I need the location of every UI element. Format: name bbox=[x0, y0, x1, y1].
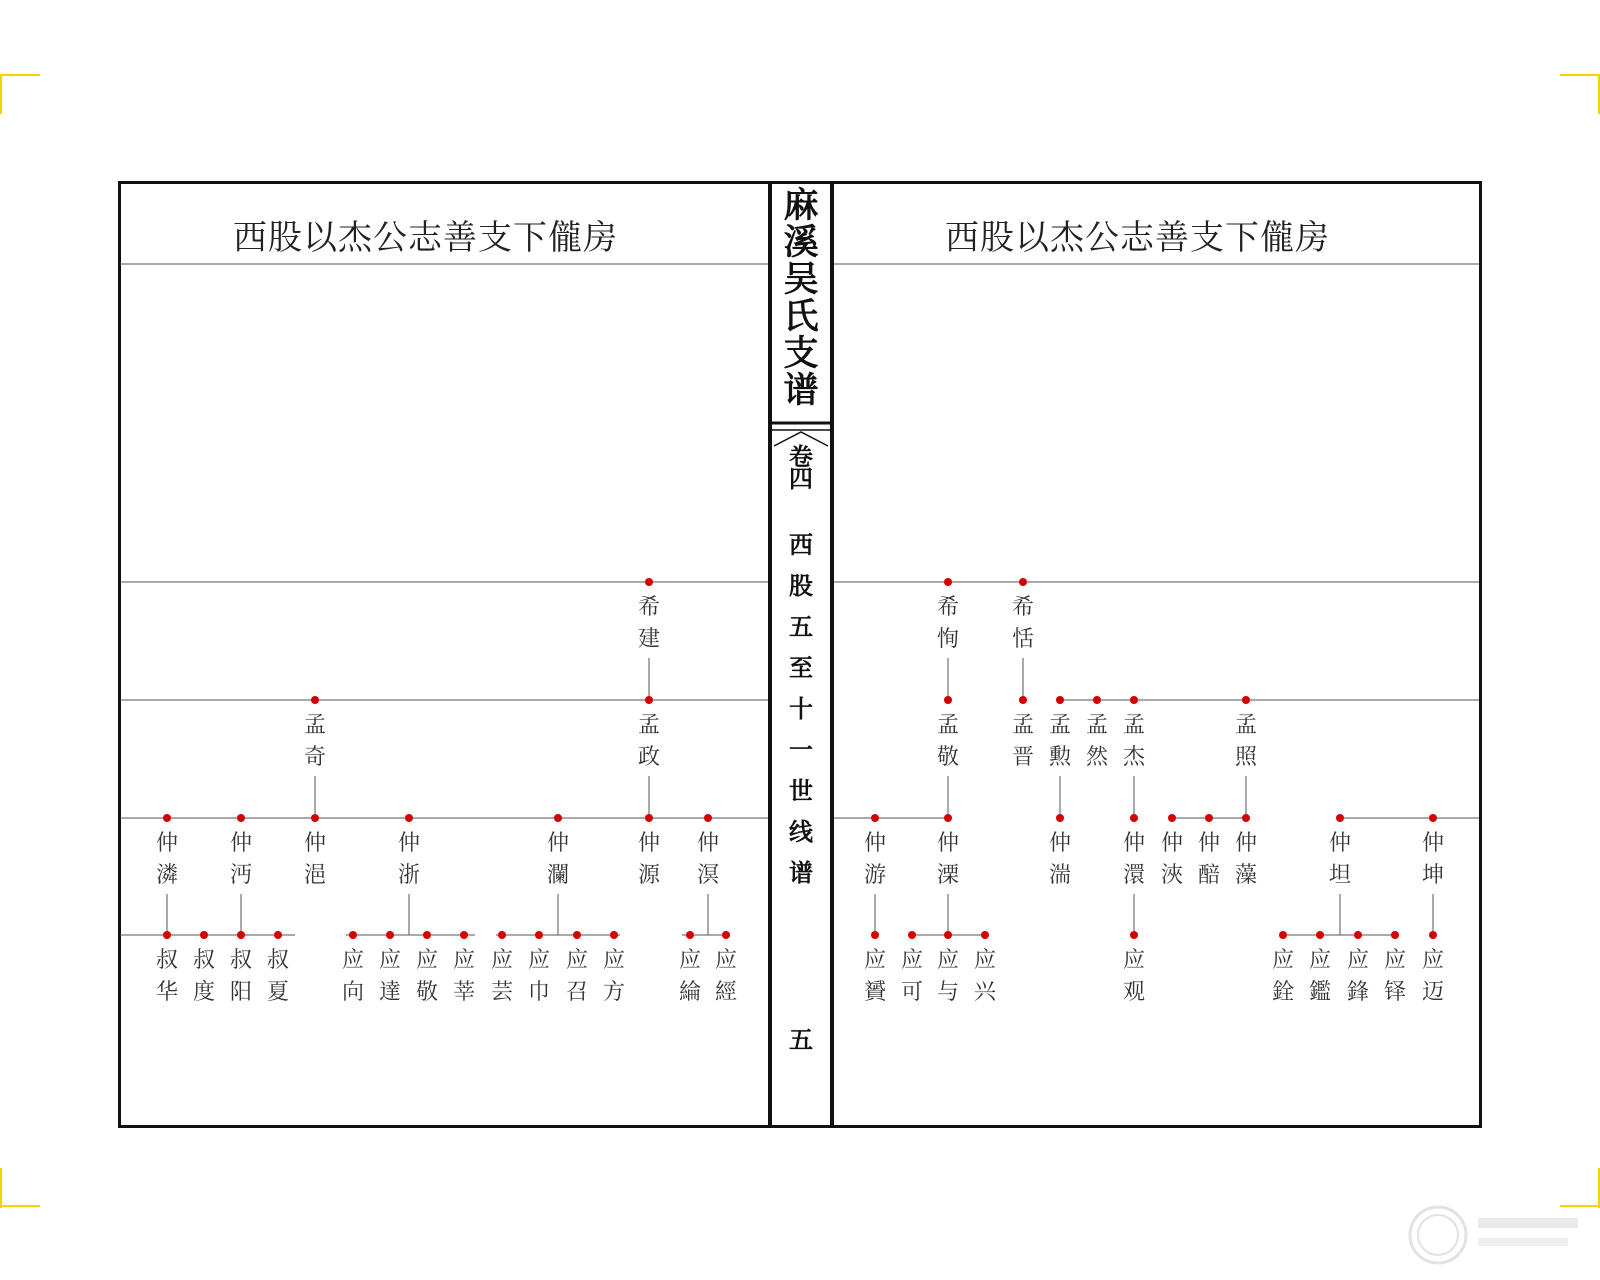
person-marker bbox=[871, 814, 879, 822]
person-name: 希 恬 bbox=[1011, 595, 1034, 652]
person-marker bbox=[386, 931, 394, 939]
person-name: 仲 湍 bbox=[1048, 831, 1071, 888]
person-name: 仲 浹 bbox=[1160, 831, 1183, 888]
person-name: 叔 夏 bbox=[266, 948, 289, 1005]
person-marker bbox=[1354, 931, 1362, 939]
person-name: 孟 照 bbox=[1234, 713, 1257, 770]
spine-section-char: 一 bbox=[789, 735, 813, 764]
spine-section-char: 西 bbox=[789, 530, 813, 559]
person-name: 叔 阳 bbox=[229, 948, 252, 1005]
spine-title-char: 溪 bbox=[783, 222, 819, 263]
person-name: 应 与 bbox=[936, 948, 959, 1005]
person-marker bbox=[1316, 931, 1324, 939]
person-name: 叔 度 bbox=[192, 948, 215, 1005]
person-marker bbox=[645, 578, 653, 586]
person-marker bbox=[573, 931, 581, 939]
person-marker bbox=[944, 814, 952, 822]
person-name: 孟 勲 bbox=[1048, 713, 1071, 770]
person-marker bbox=[554, 814, 562, 822]
person-name: 应 向 bbox=[341, 948, 364, 1005]
person-name: 应 方 bbox=[602, 948, 625, 1005]
spine-section-char: 至 bbox=[789, 653, 813, 682]
person-marker bbox=[1130, 696, 1138, 704]
person-marker bbox=[944, 578, 952, 586]
person-name: 孟 奇 bbox=[303, 713, 326, 770]
person-marker bbox=[163, 931, 171, 939]
spine-section-char: 股 bbox=[789, 571, 813, 600]
seal-watermark-icon bbox=[1408, 1200, 1588, 1270]
spine-section-char: 五 bbox=[789, 612, 813, 641]
person-name: 应 贇 bbox=[863, 948, 886, 1005]
person-marker bbox=[722, 931, 730, 939]
right-page-title: 西股以杰公志善支下儱房 bbox=[945, 218, 1330, 258]
person-marker bbox=[1336, 814, 1344, 822]
spine-section-char: 世 bbox=[789, 776, 813, 805]
person-name: 仲 坤 bbox=[1421, 831, 1444, 888]
person-marker bbox=[311, 696, 319, 704]
person-marker bbox=[871, 931, 879, 939]
person-marker bbox=[610, 931, 618, 939]
person-name: 仲 醅 bbox=[1197, 831, 1220, 888]
person-marker bbox=[535, 931, 543, 939]
spine-section-char: 线 bbox=[789, 817, 813, 846]
person-name: 孟 晋 bbox=[1011, 713, 1034, 770]
person-marker bbox=[1019, 696, 1027, 704]
spine-title-char: 支 bbox=[783, 333, 819, 374]
person-name: 希 建 bbox=[637, 595, 660, 652]
spine-section-char: 谱 bbox=[789, 858, 813, 887]
person-name: 应 迈 bbox=[1421, 948, 1444, 1005]
person-name: 仲 坦 bbox=[1328, 831, 1351, 888]
person-name: 应 達 bbox=[378, 948, 401, 1005]
person-marker bbox=[1093, 696, 1101, 704]
person-marker bbox=[405, 814, 413, 822]
spine-title-char: 麻 bbox=[783, 185, 819, 226]
spine-title-char: 谱 bbox=[783, 370, 819, 411]
person-name: 仲 游 bbox=[863, 831, 886, 888]
person-marker bbox=[274, 931, 282, 939]
person-name: 应 观 bbox=[1122, 948, 1145, 1005]
spine-page-number: 五 bbox=[789, 1025, 813, 1054]
person-name: 仲 溟 bbox=[696, 831, 719, 888]
person-marker bbox=[1205, 814, 1213, 822]
person-name: 应 綸 bbox=[678, 948, 701, 1005]
person-name: 仲 潾 bbox=[155, 831, 178, 888]
person-marker bbox=[237, 814, 245, 822]
person-name: 孟 政 bbox=[637, 713, 660, 770]
person-name: 仲 浥 bbox=[303, 831, 326, 888]
person-name: 仲 浙 bbox=[397, 831, 420, 888]
person-marker bbox=[686, 931, 694, 939]
spine-volume-label: 卷四 bbox=[789, 442, 813, 493]
person-marker bbox=[498, 931, 506, 939]
person-name: 应 巾 bbox=[527, 948, 550, 1005]
person-marker bbox=[311, 814, 319, 822]
person-marker bbox=[1391, 931, 1399, 939]
left-page-title: 西股以杰公志善支下儱房 bbox=[233, 218, 618, 258]
person-name: 应 經 bbox=[714, 948, 737, 1005]
spine-title-char: 吴 bbox=[783, 259, 819, 300]
person-name: 应 鑑 bbox=[1308, 948, 1331, 1005]
person-marker bbox=[1056, 814, 1064, 822]
person-marker bbox=[1056, 696, 1064, 704]
person-marker bbox=[1130, 814, 1138, 822]
person-name: 孟 杰 bbox=[1122, 713, 1145, 770]
person-name: 希 恂 bbox=[936, 595, 959, 652]
person-marker bbox=[1429, 931, 1437, 939]
person-name: 仲 沔 bbox=[229, 831, 252, 888]
person-marker bbox=[645, 696, 653, 704]
person-marker bbox=[200, 931, 208, 939]
person-marker bbox=[1429, 814, 1437, 822]
spine-section-char: 十 bbox=[789, 694, 813, 723]
person-name: 应 敬 bbox=[415, 948, 438, 1005]
person-name: 仲 源 bbox=[637, 831, 660, 888]
person-name: 应 芸 bbox=[490, 948, 513, 1005]
person-marker bbox=[1242, 696, 1250, 704]
person-marker bbox=[944, 931, 952, 939]
person-marker bbox=[1242, 814, 1250, 822]
person-marker bbox=[981, 931, 989, 939]
person-name: 孟 敬 bbox=[936, 713, 959, 770]
person-marker bbox=[1130, 931, 1138, 939]
person-name: 叔 华 bbox=[155, 948, 178, 1005]
person-name: 应 召 bbox=[565, 948, 588, 1005]
person-name: 孟 然 bbox=[1085, 713, 1108, 770]
person-name: 应 可 bbox=[900, 948, 923, 1005]
person-marker bbox=[423, 931, 431, 939]
person-name: 应 鋒 bbox=[1346, 948, 1369, 1005]
person-marker bbox=[944, 696, 952, 704]
person-marker bbox=[237, 931, 245, 939]
person-name: 仲 瀾 bbox=[546, 831, 569, 888]
person-name: 应 兴 bbox=[973, 948, 996, 1005]
person-marker bbox=[1168, 814, 1176, 822]
person-name: 应 銓 bbox=[1271, 948, 1294, 1005]
person-name: 应 莘 bbox=[452, 948, 475, 1005]
person-marker bbox=[908, 931, 916, 939]
person-marker bbox=[163, 814, 171, 822]
person-name: 仲 澴 bbox=[1122, 831, 1145, 888]
person-marker bbox=[645, 814, 653, 822]
person-marker bbox=[349, 931, 357, 939]
person-marker bbox=[1019, 578, 1027, 586]
person-marker bbox=[704, 814, 712, 822]
person-name: 仲 藻 bbox=[1234, 831, 1257, 888]
person-marker bbox=[1279, 931, 1287, 939]
person-marker bbox=[460, 931, 468, 939]
person-name: 仲 溧 bbox=[936, 831, 959, 888]
spine-title-char: 氏 bbox=[783, 296, 819, 337]
person-name: 应 铎 bbox=[1383, 948, 1406, 1005]
